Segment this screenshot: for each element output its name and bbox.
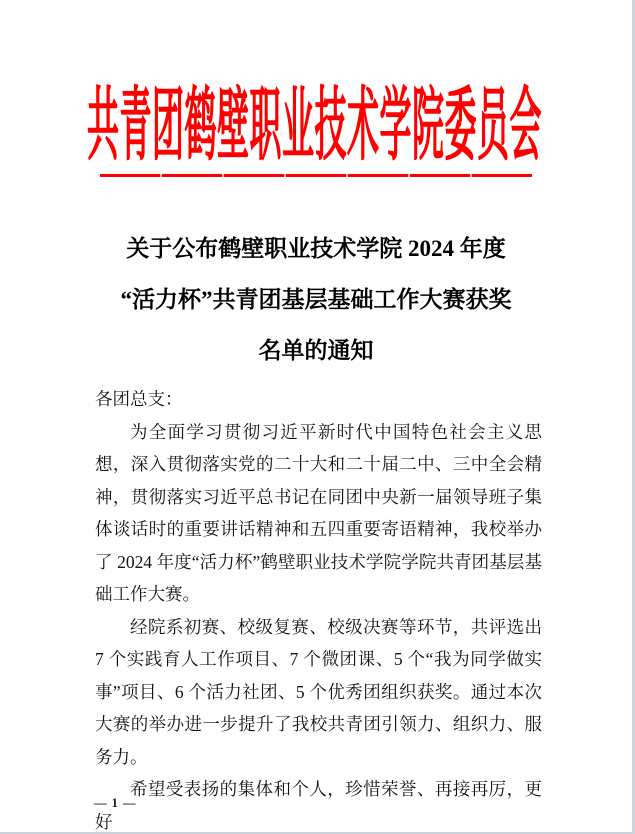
letterhead-divider-line: [100, 174, 532, 177]
letterhead-org-name: 共青团鹤壁职业技术学院委员会: [86, 80, 542, 170]
document-title-line-2: “活力杯”共青团基层基础工作大赛获奖: [120, 287, 512, 312]
document-title-line-1: 关于公布鹤壁职业技术学院 2024 年度: [126, 236, 506, 261]
document-body: [95, 383, 542, 834]
document-title-line-3: 名单的通知: [258, 338, 374, 363]
salutation: 各团总支：: [95, 389, 183, 409]
letterhead: [0, 79, 629, 170]
page-number: — 1 —: [94, 796, 137, 810]
document-title: [48, 223, 584, 376]
body-paragraph-3: 希望受表扬的集体和个人，珍惜荣誉、再接再厉，更好: [95, 779, 542, 832]
body-paragraph-2: 经院系初赛、校级复赛、校级决赛等环节，共评选出 7 个实践育人工作项目、7 个微团课、5 个“我为同学做实事”项目、6 个活力社团、5 个优秀团组织获奖。通过本次大赛的举办进一步提升了我校共青团引领力、组织力、服务力。: [95, 616, 542, 767]
body-paragraph-1: 为全面学习贯彻习近平新时代中国特色社会主义思想，深入贯彻落实党的二十大和二十届二中、三中全会精神，贯彻落实习近平总书记在同团中央新一届领导班子集体谈话时的重要讲话精神和五四重要寄语精神，我校举办了 2024 年度“活力杯”鹤壁职业技术学院学院共青团基层基础工作大赛。: [95, 421, 542, 604]
